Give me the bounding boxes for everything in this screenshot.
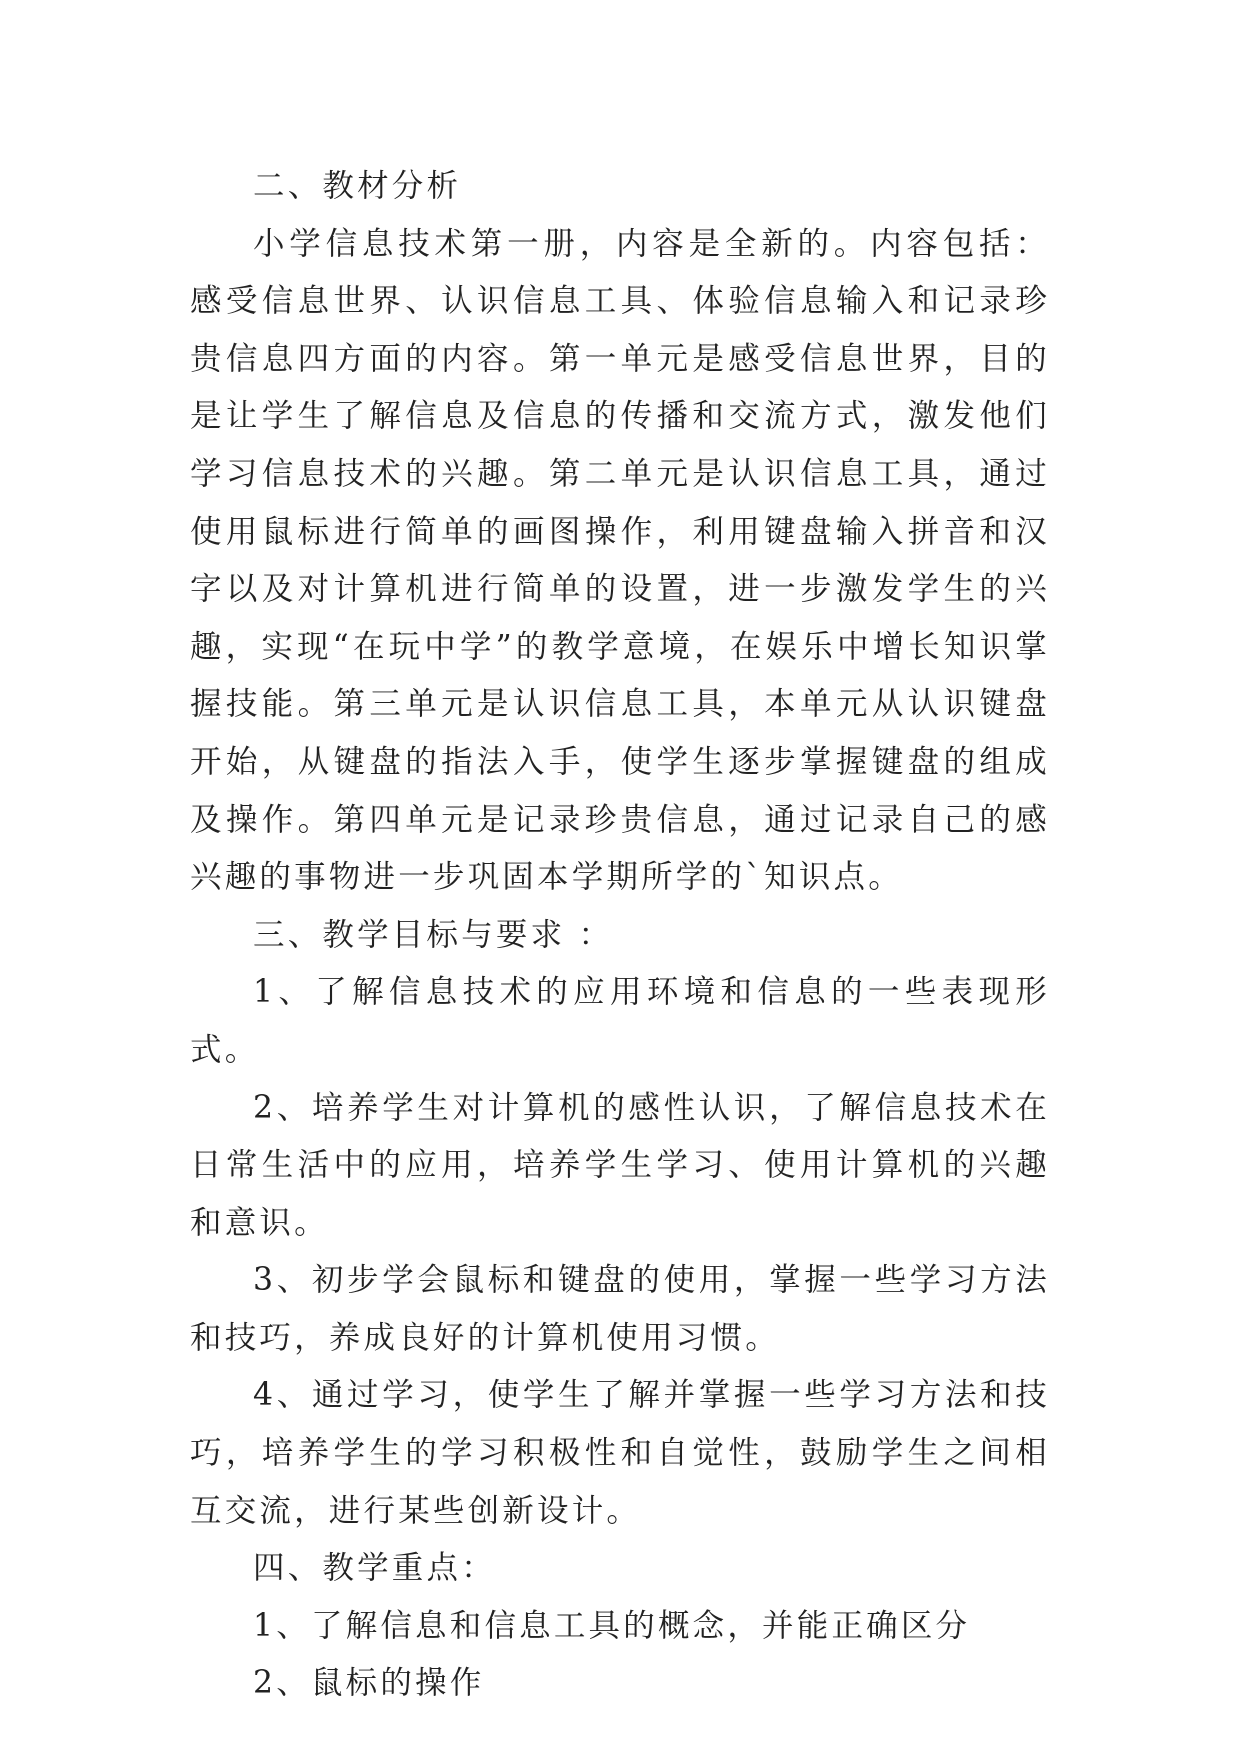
goal-item-4: 4、通过学习，使学生了解并掌握一些学习方法和技巧，培养学生的学习积极性和自觉性，鼓励学生之间相互交流，进行某些创新设计。 xyxy=(190,1377,1050,1529)
heading-teaching-focus: 四、教学重点： xyxy=(253,1550,496,1587)
goal-item-3: 3、初步学会鼠标和键盘的使用，掌握一些学习方法和技巧，养成良好的计算机使用习惯。 xyxy=(190,1262,1050,1356)
heading-teaching-goals: 三、教学目标与要求 ： xyxy=(253,916,614,953)
goal-item-2: 2、培养学生对计算机的感性认识，了解信息技术在日常生活中的应用，培养学生学习、使用计算机的兴趣和意识。 xyxy=(190,1089,1050,1241)
paragraph-material-analysis: 小学信息技术第一册，内容是全新的。内容包括：感受信息世界、认识信息工具、体验信息输入和记录珍贵信息四方面的内容。第一单元是感受信息世界，目的是让学生了解信息及信息的传播和交流方式，激发他们学习信息技术的兴趣。第二单元是认识信息工具，通过使用鼠标进行简单的画图操作，利用键盘输入拼音和汉字以及对计算机进行简单的设置，进一步激发学生的兴趣，实现“在玩中学”的教学意境，在娱乐中增长知识掌握技能。第三单元是认识信息工具，本单元从认识键盘开始，从键盘的指法入手，使学生逐步掌握键盘的组成及操作。第四单元是记录珍贵信息，通过记录自己的感兴趣的事物进一步巩固本学期所学的`知识点。 xyxy=(190,225,1050,896)
goal-item-1: 1、了解信息技术的应用环境和信息的一些表现形式。 xyxy=(190,974,1050,1068)
focus-item-1: 1、了解信息和信息工具的概念，并能正确区分 xyxy=(253,1607,971,1644)
document-body xyxy=(190,158,1050,1713)
heading-teaching-material-analysis: 二、教材分析 xyxy=(253,168,462,204)
focus-item-2: 2、鼠标的操作 xyxy=(253,1665,485,1702)
